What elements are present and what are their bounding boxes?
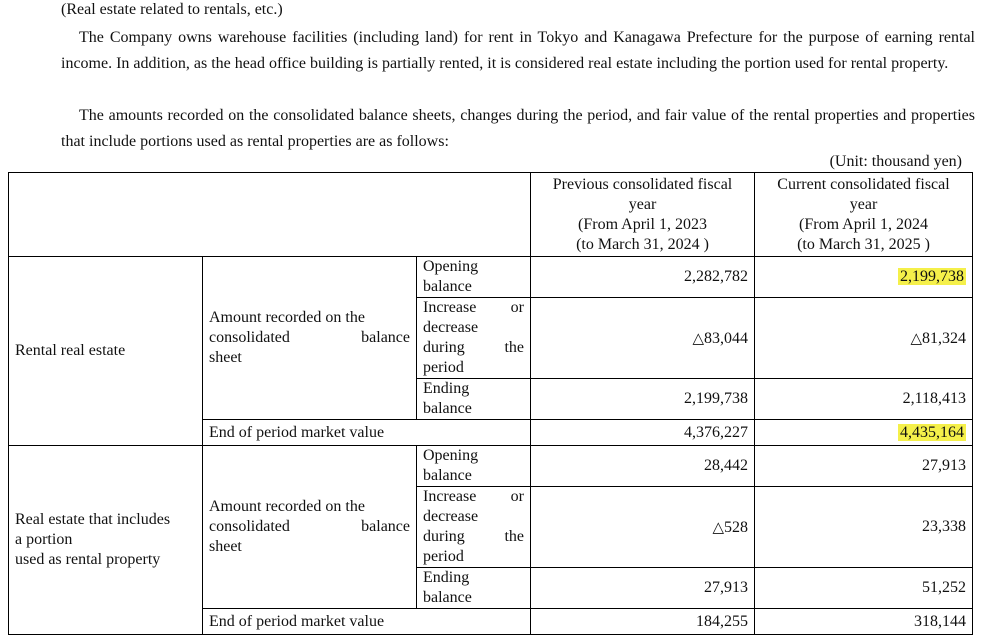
change-label-line2: decrease [423, 508, 479, 525]
ending-label-line1: Ending [423, 380, 470, 397]
change-label-w4: the [504, 339, 524, 356]
amount-recorded-word1: consolidated [209, 518, 290, 535]
mixed-market-previous: 184,255 [531, 609, 755, 635]
header-row [9, 173, 973, 257]
rental-change-current: 81,324 [922, 329, 966, 347]
decrease-triangle-icon: △ [910, 328, 922, 347]
ending-label-line1: Ending [423, 569, 470, 586]
mixed-change-previous: 528 [724, 518, 748, 536]
ending-balance-label [417, 379, 531, 420]
amount-recorded-word2: balance [361, 329, 410, 346]
market-value-label: End of period market value [203, 420, 531, 446]
opening-label-line1: Opening [423, 258, 479, 275]
mixed-change-current: 23,338 [755, 487, 973, 568]
header-current-line2: year [849, 195, 878, 213]
header-previous-line2: year [628, 195, 657, 213]
change-label-line1 [423, 298, 524, 318]
change-label-w3: during [423, 339, 465, 356]
amount-recorded-word2: balance [361, 518, 410, 535]
unit-note: (Unit: thousand yen) [829, 153, 962, 170]
opening-balance-label [417, 257, 531, 298]
group2-label-line1: Real estate that includes [15, 511, 171, 528]
rental-ending-previous: 2,199,738 [531, 379, 755, 420]
table-row [9, 446, 973, 487]
table-row [9, 257, 973, 298]
amount-recorded-line1: Amount recorded on the [209, 309, 365, 326]
change-label-line3 [423, 527, 524, 547]
rental-change-previous: 83,044 [704, 329, 748, 347]
change-during-period-label [417, 487, 531, 568]
rental-market-current: 4,435,164 [900, 423, 964, 441]
change-label-line1 [423, 487, 524, 507]
mixed-opening-previous: 28,442 [531, 446, 755, 487]
change-label-line3 [423, 338, 524, 358]
header-current-line4: (to March 31, 2025 ) [797, 235, 930, 253]
mixed-opening-current: 27,913 [755, 446, 973, 487]
rental-change-previous-cell [531, 298, 755, 379]
group-label-mixed-use-real-estate [9, 446, 203, 635]
mixed-ending-previous: 27,913 [531, 568, 755, 609]
rental-ending-current: 2,118,413 [755, 379, 973, 420]
decrease-triangle-icon: △ [692, 328, 704, 347]
opening-label-line2: balance [423, 467, 472, 484]
amount-recorded-line3: sheet [209, 349, 242, 366]
header-previous-line1: Previous consolidated fiscal [552, 175, 733, 193]
amount-recorded-line2 [209, 517, 410, 537]
change-during-period-label [417, 298, 531, 379]
change-label-line4: period [423, 548, 464, 565]
header-current-line3: (From April 1, 2024 [799, 215, 928, 233]
rental-opening-previous: 2,282,782 [531, 257, 755, 298]
opening-label-line1: Opening [423, 447, 479, 464]
header-current-year [755, 173, 973, 257]
market-value-label: End of period market value [203, 609, 531, 635]
group-label-rental-real-estate: Rental real estate [9, 257, 203, 446]
ending-balance-label [417, 568, 531, 609]
change-label-line2: decrease [423, 319, 479, 336]
header-previous-year [531, 173, 755, 257]
mixed-market-current: 318,144 [755, 609, 973, 635]
rental-market-current-cell [755, 420, 973, 446]
amount-recorded-word1: consolidated [209, 329, 290, 346]
mixed-change-previous-cell [531, 487, 755, 568]
change-label-line4: period [423, 359, 464, 376]
change-label-w1: Increase [423, 299, 477, 316]
rental-opening-current: 2,199,738 [900, 268, 964, 285]
header-current-line1: Current consolidated fiscal [777, 175, 950, 193]
header-previous-line3: (From April 1, 2023 [578, 215, 707, 233]
header-blank-cell [9, 173, 531, 257]
opening-label-line2: balance [423, 278, 472, 295]
change-label-w2: or [510, 488, 524, 505]
paragraph-intro: The amounts recorded on the consolidated balance sheets, changes during the period, and fair value of the rental properties and properties that include portions used as rental properties are as follows: [61, 107, 975, 150]
change-label-w3: during [423, 528, 465, 545]
group2-label-line2: a portion [15, 531, 73, 548]
amount-recorded-line3: sheet [209, 538, 242, 555]
amount-recorded-label [203, 446, 417, 609]
header-previous-line4: (to March 31, 2024 ) [576, 235, 709, 253]
change-label-w2: or [510, 299, 524, 316]
change-label-w1: Increase [423, 488, 477, 505]
amount-recorded-line2 [209, 328, 410, 348]
section-heading: (Real estate related to rentals, etc.) [61, 1, 283, 18]
ending-label-line2: balance [423, 589, 472, 606]
paragraph-description: The Company owns warehouse facilities (including land) for rent in Tokyo and Kanagawa Prefecture for the purpose of earning rental income. In addition, as the head office building is partially rented, it is considered real estate including the portion used for rental property. [61, 29, 975, 72]
rental-opening-current-cell [755, 257, 973, 298]
rental-market-previous: 4,376,227 [531, 420, 755, 446]
amount-recorded-label [203, 257, 417, 420]
group2-label-line3: used as rental property [15, 551, 161, 568]
decrease-triangle-icon: △ [712, 517, 724, 536]
ending-label-line2: balance [423, 400, 472, 417]
mixed-ending-current: 51,252 [755, 568, 973, 609]
opening-balance-label [417, 446, 531, 487]
amount-recorded-line1: Amount recorded on the [209, 498, 365, 515]
rental-property-table [8, 172, 973, 635]
rental-change-current-cell [755, 298, 973, 379]
change-label-w4: the [504, 528, 524, 545]
